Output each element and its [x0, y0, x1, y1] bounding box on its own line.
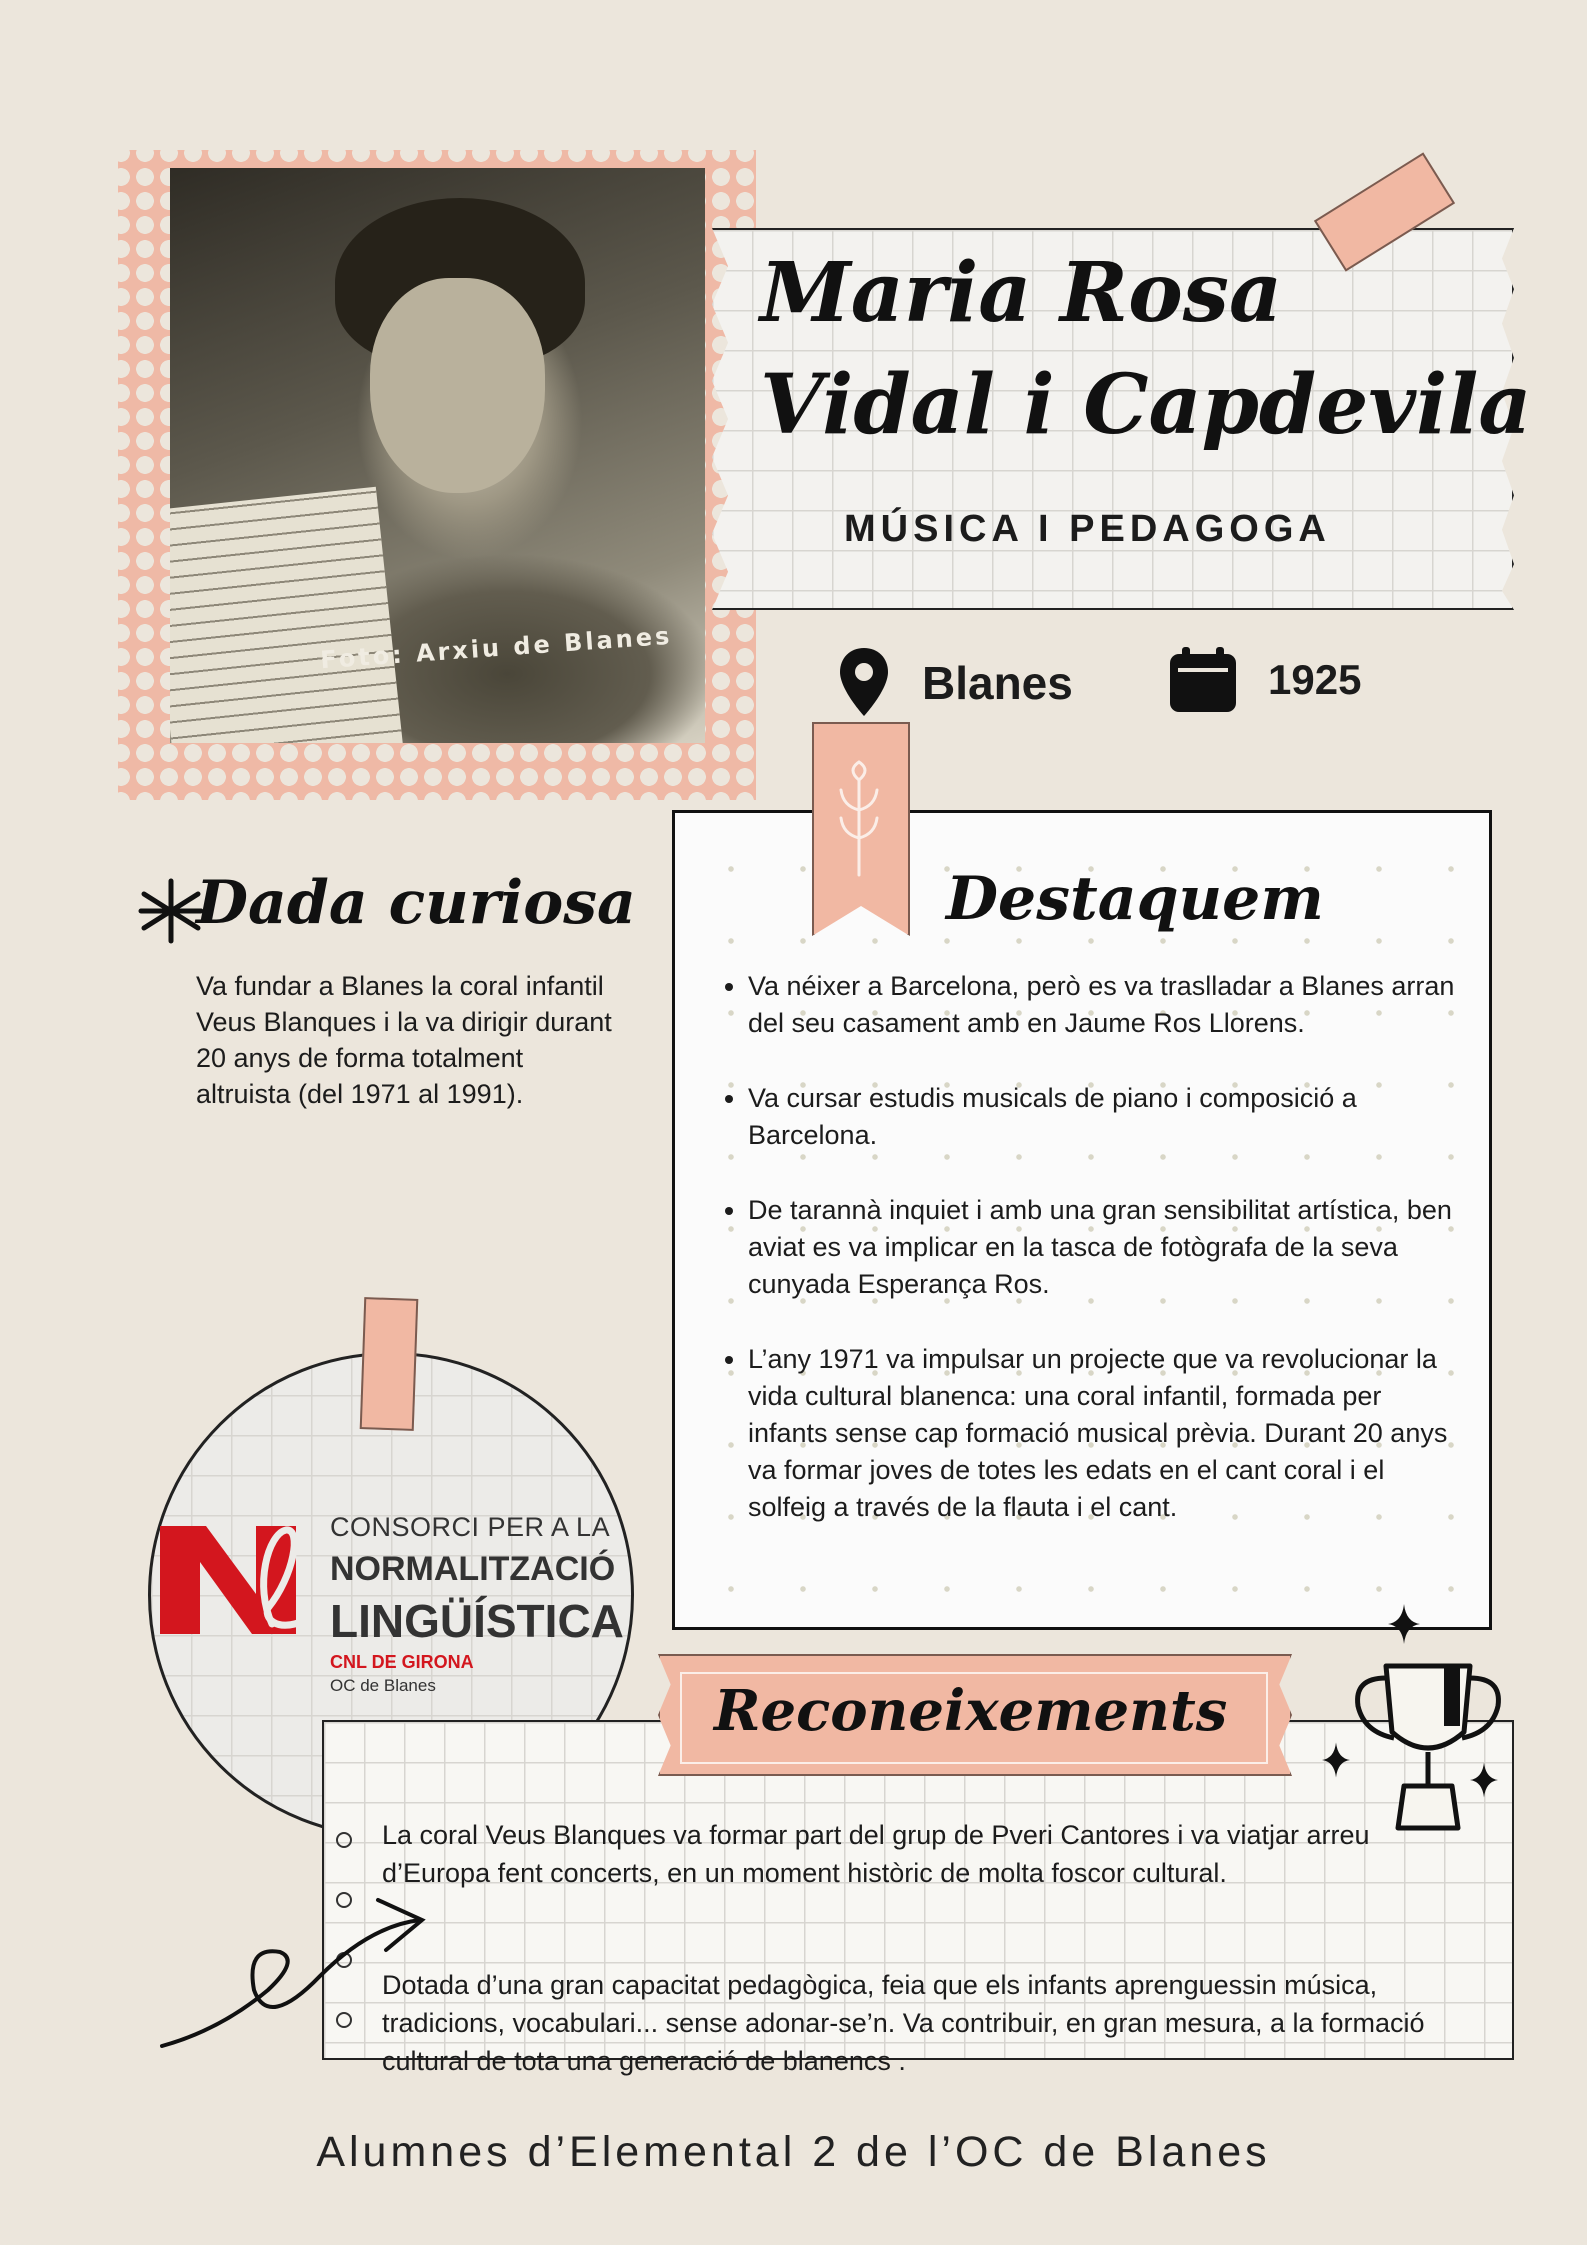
- year-text: 1925: [1268, 656, 1362, 703]
- destaquem-title: Destaquem: [946, 864, 1324, 934]
- reconeixements-p1: La coral Veus Blanques va formar part del grup de Pveri Cantores i va viatjar arreu d’Europa fent concerts, en un moment històric de molta foscor cultural.: [382, 1820, 1370, 1888]
- arrow-doodle-icon: [150, 1880, 440, 2070]
- reconeixements-p2: Dotada d’una gran capacitat pedagògica, feia que els infants aprenguessin música, tradicions, vocabulari... sense adonar-se’n. Va contribuir, en gran mesura, a la formació cultural de tota una generació de blanencs .: [382, 1970, 1425, 2076]
- flower-icon: [834, 760, 884, 880]
- location-pin-icon: [836, 646, 892, 718]
- photo-credit: Foto: Arxiu de Blanes: [319, 621, 674, 675]
- footer-text: Alumnes d’Elemental 2 de l’OC de Blanes: [316, 2128, 1271, 2176]
- person-name-line1: Maria Rosa: [760, 245, 1283, 341]
- sparkle-icon: [1388, 1604, 1420, 1644]
- trophy-icon: [1348, 1652, 1508, 1834]
- logo-oc: OC de Blanes: [330, 1676, 436, 1695]
- sparkle-icon: [1470, 1762, 1498, 1798]
- sheet-music-shape: [170, 487, 403, 743]
- logo-line3: LINGÜÍSTICA: [330, 1595, 624, 1647]
- destaquem-item: • Va cursar estudis musicals de piano i composició a Barcelona.: [748, 1080, 1468, 1154]
- destaquem-item: • Va néixer a Barcelona, però es va traslladar a Blanes arran del seu casament amb en Jaume Ros Llorens.: [748, 968, 1468, 1042]
- logo-line2: NORMALITZACIÓ: [330, 1550, 616, 1588]
- dada-title: Dada curiosa: [196, 868, 636, 938]
- logo-tape: [360, 1297, 419, 1431]
- reconeixements-title: Reconeixements: [714, 1678, 1228, 1744]
- face-shape: [370, 278, 545, 493]
- cnl-logo-mark: [156, 1516, 316, 1640]
- sparkle-icon: [1322, 1742, 1350, 1778]
- dada-text: Va fundar a Blanes la coral infantil Veus Blanques i la va dirigir durant 20 anys de forma totalment altruista (del 1971 al 1991).: [196, 971, 612, 1109]
- notebook-hole: [336, 1832, 352, 1848]
- logo-line1: CONSORCI PER A LA: [330, 1512, 611, 1542]
- portrait-photo: [170, 168, 705, 743]
- place-text: Blanes: [922, 657, 1073, 709]
- destaquem-item: • De tarannà inquiet i amb una gran sensibilitat artística, ben aviat es va implicar en la tasca de fotògrafa de la seva cunyada Esperança Ros.: [748, 1192, 1468, 1303]
- person-name-line2: Vidal i Capdevila: [760, 357, 1532, 453]
- calendar-icon: [1168, 646, 1238, 714]
- destaquem-item: • L’any 1971 va impulsar un projecte que va revolucionar la vida cultural blanenca: una coral infantil, formada per infants sense cap formació musical prèvia. Durant 20 anys va formar joves de totes les edats en el cant coral i el solfeig a través de la flauta i el cant.: [748, 1341, 1468, 1526]
- person-role: MÚSICA I PEDAGOGA: [844, 508, 1331, 550]
- destaquem-list: [714, 968, 1468, 1526]
- logo-cnl: CNL DE GIRONA: [330, 1652, 474, 1672]
